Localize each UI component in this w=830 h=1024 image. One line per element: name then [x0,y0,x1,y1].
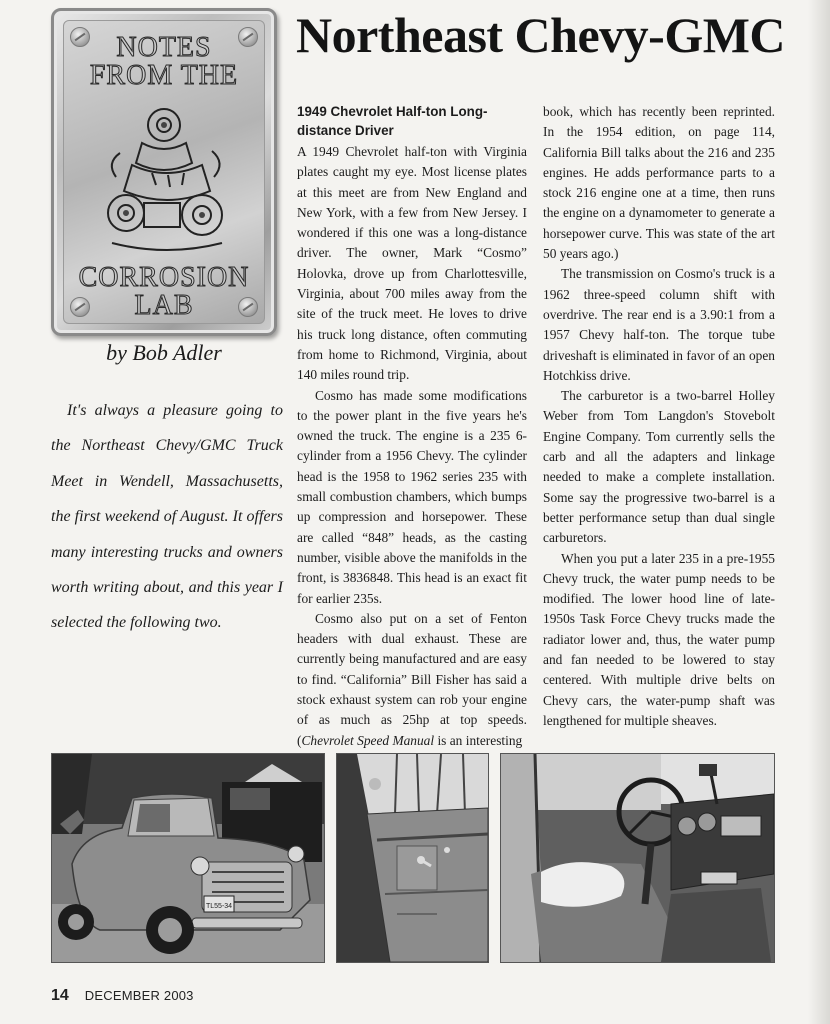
logo-line-notes: NOTES [116,32,212,63]
engine-illustration-icon [102,103,232,253]
article-column-1 [297,102,527,751]
intro-paragraph: It's always a pleasure going to the Northeast Chevy/GMC Truck Meet in Wendell, Massachusetts, the first weekend of August. It offers many interesting trucks and owners worth writing about, and this year I selected the following two. [51,402,283,632]
page-number: 14 [51,987,69,1004]
paragraph: Cosmo has made some modifications to the power plant in the five years he's owned the truck. The engine is a 235 6-cylinder from a 1956 Chevy. The cylinder head is the 1958 to 1962 series 235 with small combustion chambers, which bumps up compression and horsepower. These are called “848” heads, as the casting number, visible above the manifolds in the front, is 3836848. This head is an exact fit for earlier 235s. [297,387,527,606]
article-column-2 [543,102,775,731]
paragraph [297,609,527,751]
logo-line-from-the: FROM THE [89,60,239,91]
paragraph: book, which has recently been reprinted. In the 1954 edition, on page 114, California Bill talks about the 216 and 235 engines. He adds performance parts to a stock 216 engine one at a time, then runs the engine on a dynamometer to generate a horsepower curve. This was state of the art 50 years ago.) [543,104,775,262]
paragraph: A 1949 Chevrolet half-ton with Virginia plates caught my eye. Most license plates at this meet are from New England and New York, with a few from New Jersey. I wondered if this one was a long-distance driver. The owner, Mark “Cosmo” Holovka, drove up from Charlottesville, Virginia, about 700 miles away from the site of the truck meet. He loves to drive his truck long distance, often commuting from home to Richmond, Virginia, about 140 miles round trip. [297,144,527,383]
section-heading: 1949 Chevrolet Half-ton Long-distance Driver [297,104,488,138]
logo-line-lab: LAB [134,290,194,321]
corrosion-lab-logo [51,8,277,336]
byline: by Bob Adler [106,340,222,365]
photo-cab-interior [500,753,775,963]
page-footer [51,986,194,1005]
issue-date: DECEMBER 2003 [84,988,194,1003]
paragraph-text: is an interesting [434,732,523,748]
article-title: Northeast Chevy-GMC [296,7,786,63]
intro-text [51,393,283,641]
paragraph: The carburetor is a two-barrel Holley Weber from Tom Langdon's Stovebolt Engine Company. Tom currently sells the carb and all the adapters and linkage needed to make a complete installation. Some say the progressive two-barrel is a better performance setup than dual single carburetors. [543,388,775,546]
logo-line-corrosion: CORROSION [78,262,250,293]
license-plate-text: TL55-34 [206,903,233,910]
page-edge-shadow [808,0,830,1024]
photo-door-panel [336,753,489,963]
paragraph: The transmission on Cosmo's truck is a 1962 three-speed column shift with overdrive. The rear end is a 3.90:1 from a 1957 Chevy half-ton. The torque tube driveshaft is eliminated in favor of an open Hotchkiss drive. [543,266,775,383]
paragraph-text: Cosmo also put on a set of Fenton headers with dual exhaust. These are currently being manufactured and are easy to find. “California” Bill Fisher has said a stock exhaust system can rob your engine of as much as 25hp at top speeds. ( [297,610,527,748]
photo-truck-exterior [51,753,325,963]
book-title: Chevrolet Speed Manual [301,732,435,748]
paragraph: When you put a later 235 in a pre-1955 Chevy truck, the water pump needs to be modified. The lower hood line of late-1950s Task Force Chevy trucks made the radiator lower and, thus, the water pump and fan needed to be lowered to stay centered. With multiple drive belts on Chevy cars, the water-pump shaft was lengthened for multiple sheaves. [543,550,775,728]
